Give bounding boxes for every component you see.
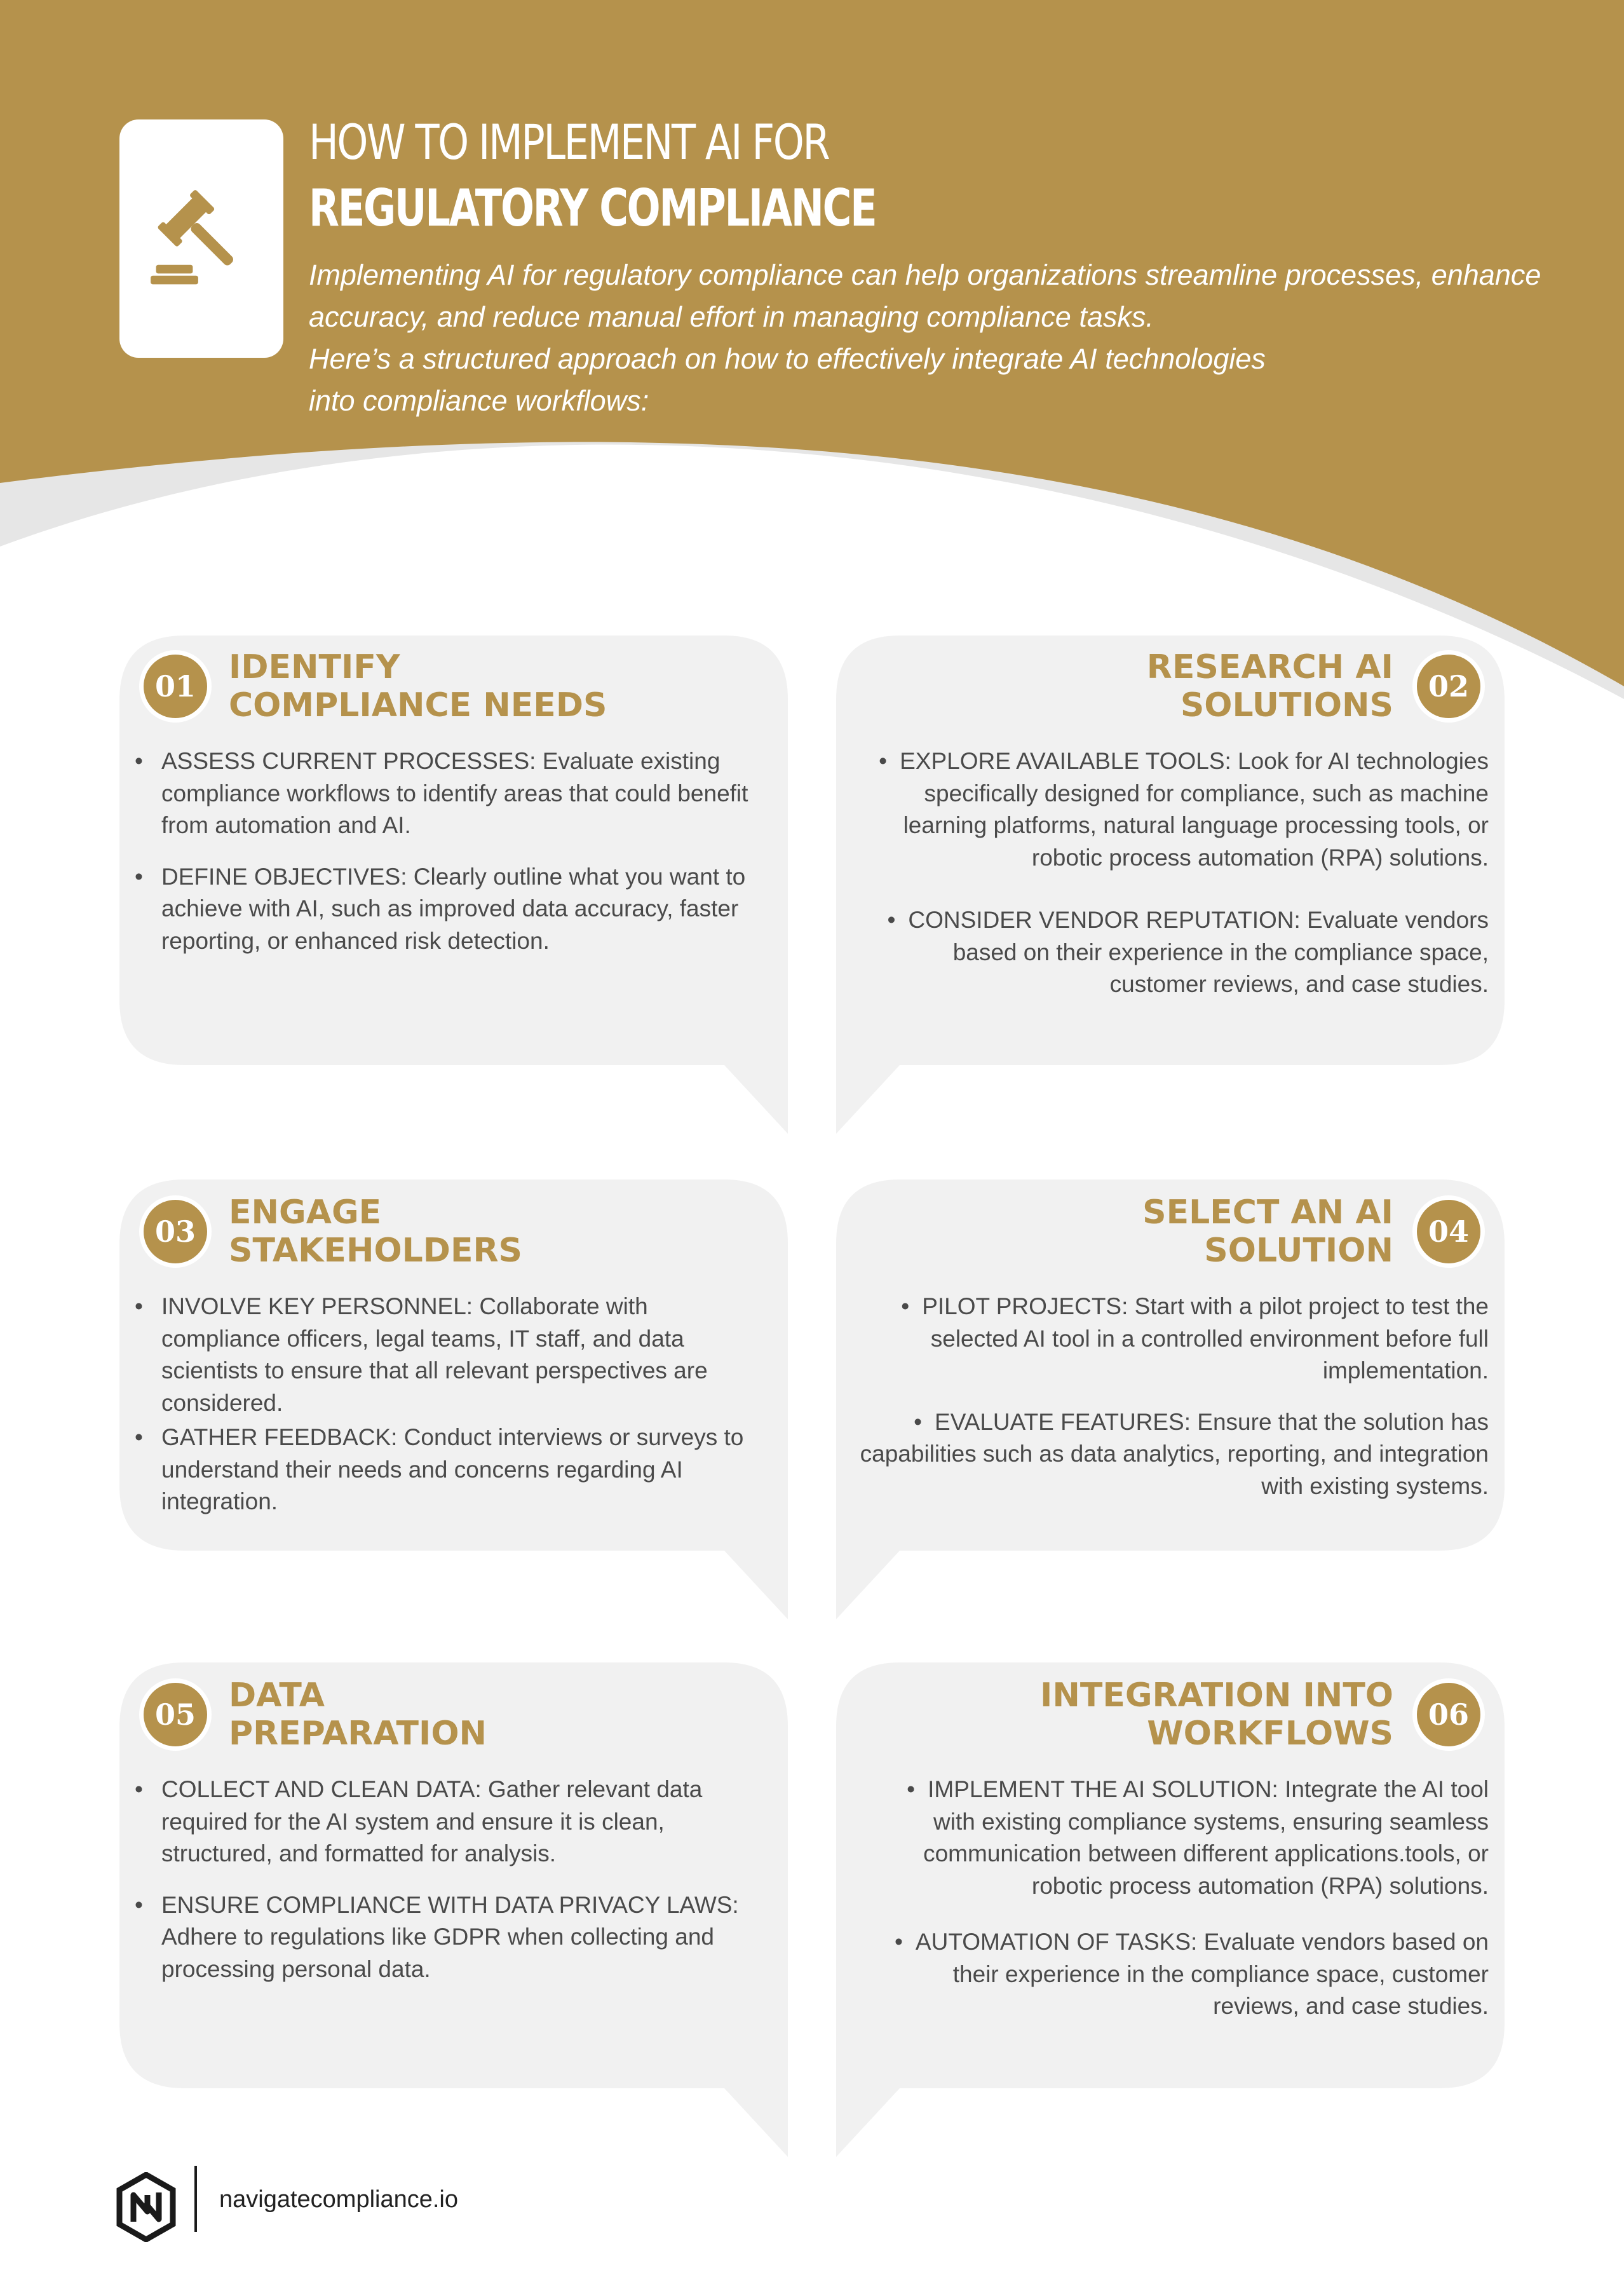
card-title-line: WORKFLOWS xyxy=(1147,1715,1393,1753)
title-line-1: HOW TO IMPLEMENT AI FOR xyxy=(309,114,829,170)
bullet-line: compliance officers, legal teams, IT staff, and data xyxy=(161,1325,684,1352)
bullet-item xyxy=(135,861,748,958)
card-title-line: SOLUTIONS xyxy=(1180,686,1393,724)
bullet-line: processing personal data. xyxy=(161,1955,431,1982)
bullet-item xyxy=(135,1422,743,1518)
intro-line: accuracy, and reduce manual effort in managing compliance tasks. xyxy=(309,301,1154,333)
card-title-line: ENGAGE xyxy=(229,1193,382,1232)
intro-line: into compliance workflows: xyxy=(309,384,649,417)
card-title-line: SELECT AN AI xyxy=(1142,1193,1393,1232)
bullet-item xyxy=(895,1774,1489,1902)
bullet-item xyxy=(860,1406,1489,1503)
bullet-item xyxy=(135,1889,739,1986)
intro-line: Implementing AI for regulatory compliance can help organizations streamline processes, enhance xyxy=(309,259,1541,291)
bullet-line: based on their experience in the compliance space, xyxy=(952,939,1489,965)
card-title xyxy=(1040,1676,1393,1753)
bullet-line: • EXPLORE AVAILABLE TOOLS: Look for AI technologies xyxy=(879,748,1489,774)
card-bullets xyxy=(135,1291,743,1537)
bullet-line: specifically designed for compliance, such as machine xyxy=(924,780,1489,806)
bullet-item xyxy=(879,745,1489,874)
bullet-line: • COLLECT AND CLEAN DATA: Gather relevant data xyxy=(161,1776,703,1802)
bullet-line: with existing compliance systems, ensuring seamless xyxy=(933,1808,1489,1835)
bullet-line: • AUTOMATION OF TASKS: Evaluate vendors based on xyxy=(894,1929,1489,1955)
bullet-item xyxy=(135,1774,739,1870)
footer-divider xyxy=(194,2166,197,2232)
card-title xyxy=(1147,648,1393,724)
bullet-line: understand their needs and concerns regarding AI xyxy=(161,1456,683,1483)
bullet-line: compliance workflows to identify areas that could benefit xyxy=(161,780,748,806)
bullet-line: • ENSURE COMPLIANCE WITH DATA PRIVACY LAWS: xyxy=(161,1891,739,1918)
title-line-2: REGULATORY COMPLIANCE xyxy=(309,179,876,238)
bullet-line: • IMPLEMENT THE AI SOLUTION: Integrate the AI tool xyxy=(907,1776,1489,1802)
card-title-line: DATA xyxy=(229,1676,325,1715)
card-title xyxy=(229,1676,487,1753)
bullet-line: achieve with AI, such as improved data accuracy, faster xyxy=(161,895,739,921)
bullet-line: customer reviews, and case studies. xyxy=(1109,971,1489,997)
step-number-badge: 04 xyxy=(1417,1200,1480,1263)
gavel-icon xyxy=(147,185,255,293)
bullet-line: • DEFINE OBJECTIVES: Clearly outline what you want to xyxy=(161,863,746,890)
card-title-line: STAKEHOLDERS xyxy=(229,1232,522,1270)
bullet-line: integration. xyxy=(161,1488,278,1514)
card-title-line: COMPLIANCE NEEDS xyxy=(229,686,607,724)
bullet-line: • CONSIDER VENDOR REPUTATION: Evaluate vendors xyxy=(887,907,1489,933)
card-bullets xyxy=(895,1774,1489,2042)
bullet-line: reporting, or enhanced risk detection. xyxy=(161,927,550,954)
bullet-line: with existing systems. xyxy=(1261,1472,1489,1499)
bullet-line: • GATHER FEEDBACK: Conduct interviews or surveys to xyxy=(161,1424,744,1450)
bullet-line: scientists to ensure that all relevant perspectives are xyxy=(161,1357,708,1383)
card-title-line: IDENTIFY xyxy=(229,648,400,686)
intro-text xyxy=(309,254,1541,422)
bullet-item xyxy=(135,745,748,842)
bullet-line: • INVOLVE KEY PERSONNEL: Collaborate with xyxy=(161,1293,648,1319)
bullet-line: robotic process automation (RPA) solutions. xyxy=(1031,844,1489,871)
bullet-line: • EVALUATE FEATURES: Ensure that the solution has xyxy=(914,1408,1489,1435)
bullet-line: learning platforms, natural language processing tools, or xyxy=(903,812,1489,838)
footer-logo xyxy=(114,2172,178,2245)
card-title-line: RESEARCH AI xyxy=(1146,648,1393,686)
card-title-line: PREPARATION xyxy=(229,1715,487,1753)
card-title-line: SOLUTION xyxy=(1204,1232,1393,1270)
bullet-item xyxy=(895,1926,1489,2023)
card-bullets xyxy=(135,745,748,976)
bullet-line: capabilities such as data analytics, reporting, and integration xyxy=(860,1441,1489,1467)
bullet-line: considered. xyxy=(161,1389,283,1416)
bullet-item xyxy=(879,904,1489,1001)
navigate-logo-icon xyxy=(114,2172,178,2242)
card-title-line: INTEGRATION INTO xyxy=(1040,1676,1393,1715)
card-title xyxy=(229,648,607,724)
step-number-badge: 05 xyxy=(144,1683,207,1746)
bullet-line: reviews, and case studies. xyxy=(1213,1993,1489,2019)
bullet-line: Adhere to regulations like GDPR when collecting and xyxy=(161,1924,714,1950)
bullet-line: • ASSESS CURRENT PROCESSES: Evaluate existing xyxy=(161,748,721,774)
bullet-line: communication between different applications.tools, or xyxy=(923,1840,1489,1866)
card-bullets xyxy=(860,1291,1489,1521)
intro-line: Here’s a structured approach on how to effectively integrate AI technologies xyxy=(309,343,1266,375)
bullet-line: selected AI tool in a controlled environment before full xyxy=(930,1325,1489,1352)
card-bullets xyxy=(135,1774,739,2004)
step-number-badge: 03 xyxy=(144,1200,207,1263)
bullet-line: robotic process automation (RPA) solutions. xyxy=(1031,1872,1489,1899)
bullet-line: structured, and formatted for analysis. xyxy=(161,1840,557,1866)
page-title xyxy=(309,109,1036,241)
card-bullets xyxy=(879,745,1489,1020)
card-title xyxy=(229,1193,522,1270)
header-icon-box xyxy=(119,119,283,358)
footer-url[interactable]: navigatecompliance.io xyxy=(219,2186,459,2213)
bullet-line: implementation. xyxy=(1322,1357,1489,1383)
step-number-badge: 01 xyxy=(144,655,207,718)
bullet-line: required for the AI system and ensure it is clean, xyxy=(161,1808,665,1835)
step-number-badge: 02 xyxy=(1417,655,1480,718)
bullet-line: • PILOT PROJECTS: Start with a pilot project to test the xyxy=(901,1293,1489,1319)
bullet-item xyxy=(860,1291,1489,1387)
bullet-item xyxy=(135,1291,743,1419)
step-number-badge: 06 xyxy=(1417,1683,1480,1746)
bullet-line: their experience in the compliance space, customer xyxy=(952,1961,1489,1987)
card-title xyxy=(1142,1193,1393,1270)
bullet-line: from automation and AI. xyxy=(161,812,411,838)
